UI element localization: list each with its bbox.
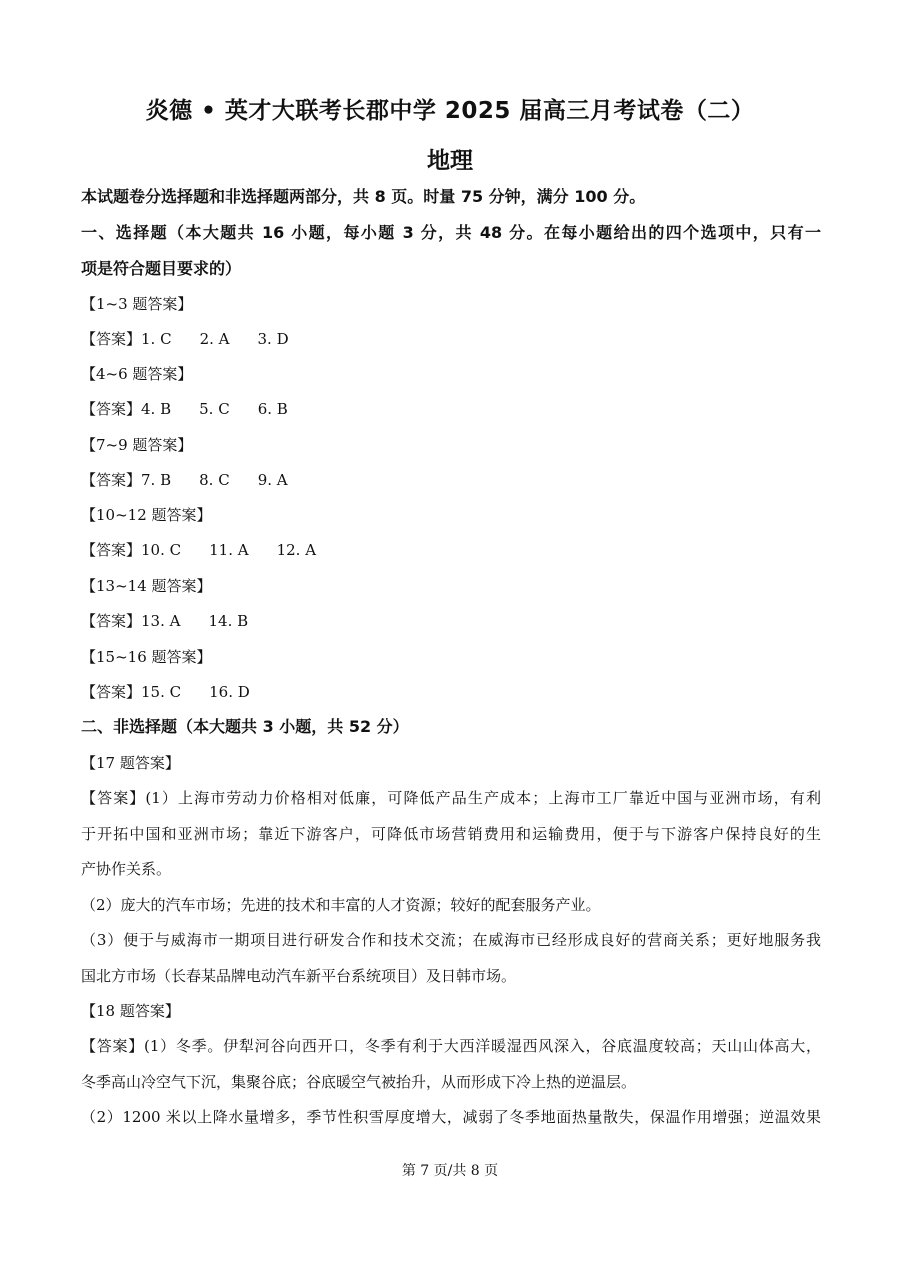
group-header: 【13~14 题答案】: [81, 577, 212, 595]
q17-answer-line: 产协作关系。: [81, 860, 172, 878]
answer-label: 【答案】: [81, 612, 142, 630]
answer-row: [81, 469, 821, 491]
q18-answer-line: 【答案】(1）冬季。伊犁河谷向西开口，冬季有利于大西洋暖湿西风深入，谷底温度较高；天山山体高大，: [81, 1037, 821, 1055]
q17-answer-line: 【答案】(1）上海市劳动力价格相对低廉，可降低产品生产成本；上海市工厂靠近中国与亚洲市场，有利: [81, 789, 821, 807]
group-header: 【7~9 题答案】: [81, 436, 193, 454]
exam-title: 炎德 • 英才大联考长郡中学 2025 届高三月考试卷（二）: [145, 98, 755, 124]
answer-item: 13. A: [141, 612, 181, 630]
answer-item: 6. B: [257, 400, 288, 418]
answer-item: 3. D: [257, 330, 289, 348]
answer-row: [81, 610, 821, 632]
page-number: 第 7 页/共 8 页: [401, 1163, 499, 1179]
answer-item: 14. B: [208, 612, 249, 630]
answer-item: 16. D: [209, 683, 250, 701]
answer-label: 【答案】: [81, 471, 142, 489]
answer-item: 9. A: [257, 471, 288, 489]
answer-row: [81, 328, 821, 350]
q17-answer-line: （3）便于与威海市一期项目进行研发合作和技术交流；在威海市已经形成良好的营商关系；更好地服务我: [81, 931, 821, 949]
answer-item: 7. B: [141, 471, 172, 489]
exam-intro: 本试题卷分选择题和非选择题两部分，共 8 页。时量 75 分钟，满分 100 分。: [81, 187, 646, 206]
answer-row: [81, 398, 821, 420]
group-header: 【4~6 题答案】: [81, 365, 193, 383]
q17-answer-line: （2）庞大的汽车市场；先进的技术和丰富的人才资源；较好的配套服务产业。: [81, 896, 601, 914]
answer-item: 2. A: [199, 330, 230, 348]
answer-item: 12. A: [276, 541, 317, 559]
group-header: 【10~12 题答案】: [81, 506, 212, 524]
answer-label: 【答案】: [81, 330, 142, 348]
answer-item: 5. C: [199, 400, 230, 418]
answer-label: 【答案】: [81, 541, 142, 559]
answer-row: [81, 539, 821, 561]
q18-answer-line: 冬季高山冷空气下沉，集聚谷底；谷底暖空气被抬升，从而形成下冷上热的逆温层。: [81, 1073, 637, 1091]
answer-label: 【答案】: [81, 683, 142, 701]
answer-item: 11. A: [209, 541, 249, 559]
group-header: 【15~16 题答案】: [81, 648, 212, 666]
q17-header: 【17 题答案】: [81, 754, 180, 772]
answer-item: 8. C: [199, 471, 230, 489]
answer-item: 10. C: [141, 541, 182, 559]
section2-heading: 二、非选择题（本大题共 3 小题，共 52 分）: [81, 717, 409, 736]
q18-header: 【18 题答案】: [81, 1002, 180, 1020]
q17-answer-line: 国北方市场（长春某品牌电动汽车新平台系统项目）及日韩市场。: [81, 967, 517, 985]
section1-heading-line2: 项是符合题目要求的）: [81, 259, 242, 278]
q17-answer-line: 于开拓中国和亚洲市场；靠近下游客户，可降低市场营销费用和运输费用，便于与下游客户保持良好的生: [81, 825, 821, 843]
q18-answer-line: （2）1200 米以上降水量增多，季节性积雪厚度增大，减弱了冬季地面热量散失，保温作用增强；逆温效果: [81, 1108, 821, 1126]
subject-title: 地理: [427, 148, 473, 174]
answer-row: [81, 681, 821, 703]
answer-label: 【答案】: [81, 400, 142, 418]
answer-item: 1. C: [141, 330, 172, 348]
answer-item: 4. B: [141, 400, 172, 418]
group-header: 【1~3 题答案】: [81, 295, 193, 313]
section1-heading-line1: 一、选择题（本大题共 16 小题，每小题 3 分，共 48 分。在每小题给出的四个选项中，只有一: [81, 223, 821, 242]
answer-item: 15. C: [141, 683, 182, 701]
